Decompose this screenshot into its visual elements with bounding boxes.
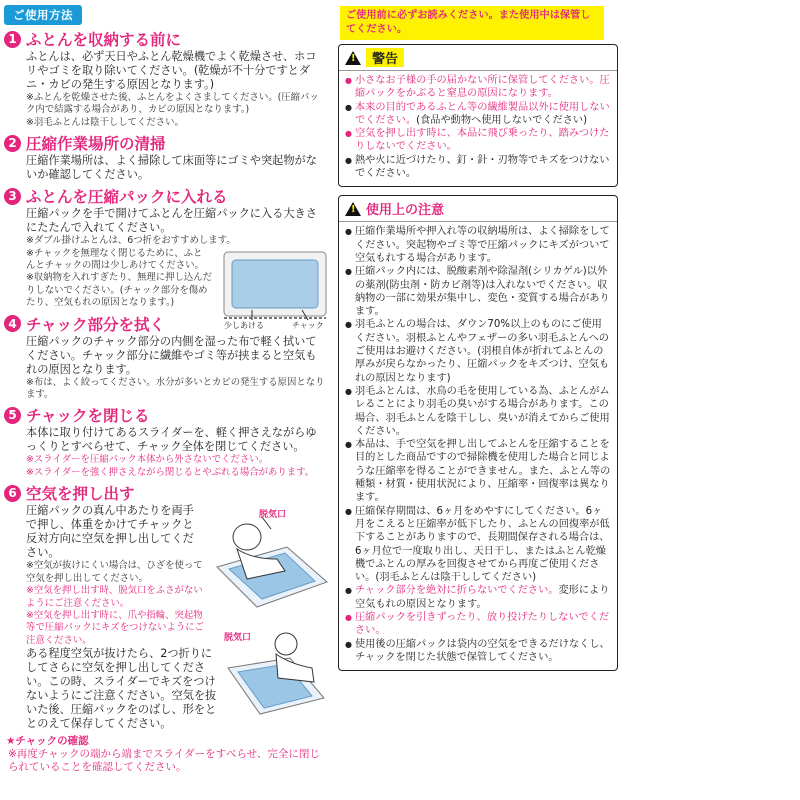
step-warning-note: ※空気を押し出す時に、爪や指輪、突起物等で圧縮パックにキズをつけないようにご注意ください。 (26, 609, 204, 646)
warning-title: 警告 (366, 48, 404, 67)
vent-label: 脱気口 (259, 510, 287, 520)
usage-tab: ご使用方法 (4, 5, 82, 25)
step-text-2: ある程度空気が抜けたら、2つ折りにしてさらに空気を押し出してください。この時、スライダーでキズをつけないようにご注意ください。空気を抜いた後、圧縮パックをのばし、形をととのえて保存してください。 (26, 647, 217, 731)
step-text: 圧縮パックを手で開けてふとんを圧縮パックに入る大きさにたたんで入れてください。 (26, 207, 317, 235)
step-number: 2 (4, 135, 21, 152)
step-text: 圧縮作業場所は、よく掃除して床面等にゴミや突起物がないか確認してください。 (26, 154, 317, 182)
caution-item: ● 使用後の圧縮パックは袋内の空気をできるだけなくし、チャックを閉じた状態で保管してください。 (345, 638, 611, 665)
caution-item: ● 圧縮パック内には、脱酸素剤や除湿剤(シリカゲル)以外の薬剤(防虫剤・防カビ剤等)は入れないでください。収納物の一部に効果が集中し、変色・変質する場合があります。 (345, 265, 611, 318)
step-warning-note: ※スライダーを圧縮パック本体から外さないでください。 (26, 454, 268, 466)
step-note: ※ダブル掛けふとんは、6つ折をおすすめします。 (26, 235, 236, 247)
step-note: ※布は、よく絞ってください。水分が多いとカビの発生する原因となります。 (26, 376, 325, 401)
step-2 (4, 132, 328, 182)
step-5 (4, 404, 328, 479)
step-title: チャックを閉じる (26, 407, 150, 426)
press-illustration (207, 507, 329, 617)
small-gap-label: 少しあける (224, 321, 264, 330)
caution-item: ● 羽毛ふとんは、水鳥の毛を使用している為、ふとんがムレることにより羽毛の臭いがする場合があります。この場合、羽毛ふとんを陰干しし、臭いが消えてからご使用ください。 (345, 385, 611, 438)
step-text: ふとんは、必ず天日やふとん乾燥機でよく乾燥させ、ホコリやゴミを取り除いてください。(乾燥が不十分ですとダニ・カビの発生する原因となります。) (26, 50, 317, 91)
step-text: 圧縮パックのチャック部分の内側を湿った布で軽く拭いてください。チャック部分に繊維やゴミ等が挟まると空気もれの原因となります。 (26, 334, 317, 376)
step-note: ※チャックを無理なく閉じるために、ふとんとチャックの間は少しあけてください。 (26, 247, 204, 272)
warning-item: ● 空気を押し出す時に、本品に飛び乗ったり、踏みつけたりしないでください。 (345, 127, 611, 154)
caution-item: ● チャック部分を絶対に折らないでください。変形により空気もれの原因となります。 (345, 584, 611, 611)
caution-triangle-icon: ! (345, 202, 361, 216)
vent-label: 脱気口 (224, 633, 252, 643)
precautions (338, 6, 798, 671)
caution-item: ● 圧縮保存期間は、6ヶ月をめやすにしてください。6ヶ月をこえると圧縮率が低下したり、ふとんの回復率が低下することがありますので、長期間保存される場合は、6ヶ月位で一度取り出し、天日干し、またはふとん乾燥機でふとんの厚みを回復させてから再度ご使用ください。(羽毛ふとんは陰干ししてください) (345, 505, 611, 585)
caution-item: ● 本品は、手で空気を押し出してふとんを圧縮することを目的とした商品ですので掃除機を使用した場合と同じような圧縮率を得ることができません。また、ふとん等の種類・材質・使用状況により、圧縮率・回復率は異なります。 (345, 438, 611, 504)
zipper-check-title: ★チャックの確認 (6, 735, 89, 748)
fold-press-illustration (220, 628, 330, 720)
step-number: 6 (4, 485, 21, 502)
step-note: ※収納物を入れすぎたり、無理に押し込んだりしないでください。(チャック部分を傷めたり、空気もれの原因となります。) (26, 272, 212, 309)
step-1 (4, 28, 328, 129)
step-title: チャック部分を拭く (26, 315, 166, 334)
step-text: 圧縮パックの真ん中あたりを両手で押し、体重をかけてチャックと反対方向に空気を押し出してください。 (26, 504, 194, 560)
step-warning-note: ※スライダーを強く押さえながら閉じるとやぶれる場合があります。 (26, 466, 315, 478)
step-number: 1 (4, 31, 21, 48)
bag-illustration (222, 248, 330, 330)
step-number: 5 (4, 407, 21, 424)
step-title: 圧縮作業場所の清掃 (26, 135, 166, 154)
step-note: ※空気が抜けにくい場合は、ひざを使って空気を押し出してください。 (26, 560, 203, 584)
step-note: ※ふとんを乾燥させた後、ふとんをよくさましてください。(圧縮パック内で結露する場合があり、カビの原因となります。) (26, 92, 319, 116)
caution-item: ● 圧縮パックを引きずったり、放り投げたりしないでください。 (345, 611, 611, 638)
step-note: ※羽毛ふとんは陰干ししてください。 (26, 116, 184, 128)
warning-box (338, 44, 618, 187)
zipper-check-note: ※再度チャックの端から端までスライダーをすべらせ、完全に閉じられていることを確認してください。 (8, 748, 320, 774)
step-title: ふとんを圧縮パックに入れる (26, 188, 228, 207)
warning-triangle-icon: ! (345, 51, 361, 65)
warning-item: ● 小さなお子様の手の届かない所に保管してください。圧縮パックをかぶると窒息の原因になります。 (345, 74, 611, 101)
zipper-label: チャック (292, 321, 324, 330)
read-before-use-notice: ご使用前に必ずお読みください。また使用中は保管してください。 (340, 6, 604, 40)
warning-item: ● 本来の目的であるふとん等の繊維製品以外に使用しないでください。(食品や動物へ使用しないでください) (345, 101, 611, 128)
caution-item: ● 圧縮作業場所や押入れ等の収納場所は、よく掃除をしてください。突起物やゴミ等で圧縮パックにキズがついて空気もれする場合があります。 (345, 225, 611, 265)
step-text: 本体に取り付けてあるスライダーを、軽く押さえながらゆっくりとすべらせて、チャック全体を閉じてください。 (26, 426, 317, 454)
step-number: 4 (4, 315, 21, 332)
warning-item: ● 熱や火に近づけたり、釘・針・刃物等でキズをつけないでください。 (345, 154, 611, 181)
step-number: 3 (4, 188, 21, 205)
step-title: ふとんを収納する前に (26, 31, 182, 49)
caution-box (338, 195, 618, 671)
step-warning-note: ※空気を押し出す時、脱気口をふさがないようにご注意ください。 (26, 585, 203, 609)
step-title: 空気を押し出す (26, 485, 135, 504)
caution-item: ● 羽毛ふとんの場合は、ダウン70%以上のものにご使用ください。羽根ふとんやフェザーの多い羽毛ふとんへのご使用はお避けください。(羽根自体が折れてふとんの厚みが戻らなかったり、圧縮パックをキズつけ、空気もれの原因となります) (345, 318, 611, 384)
caution-title: 使用上の注意 (366, 203, 445, 219)
